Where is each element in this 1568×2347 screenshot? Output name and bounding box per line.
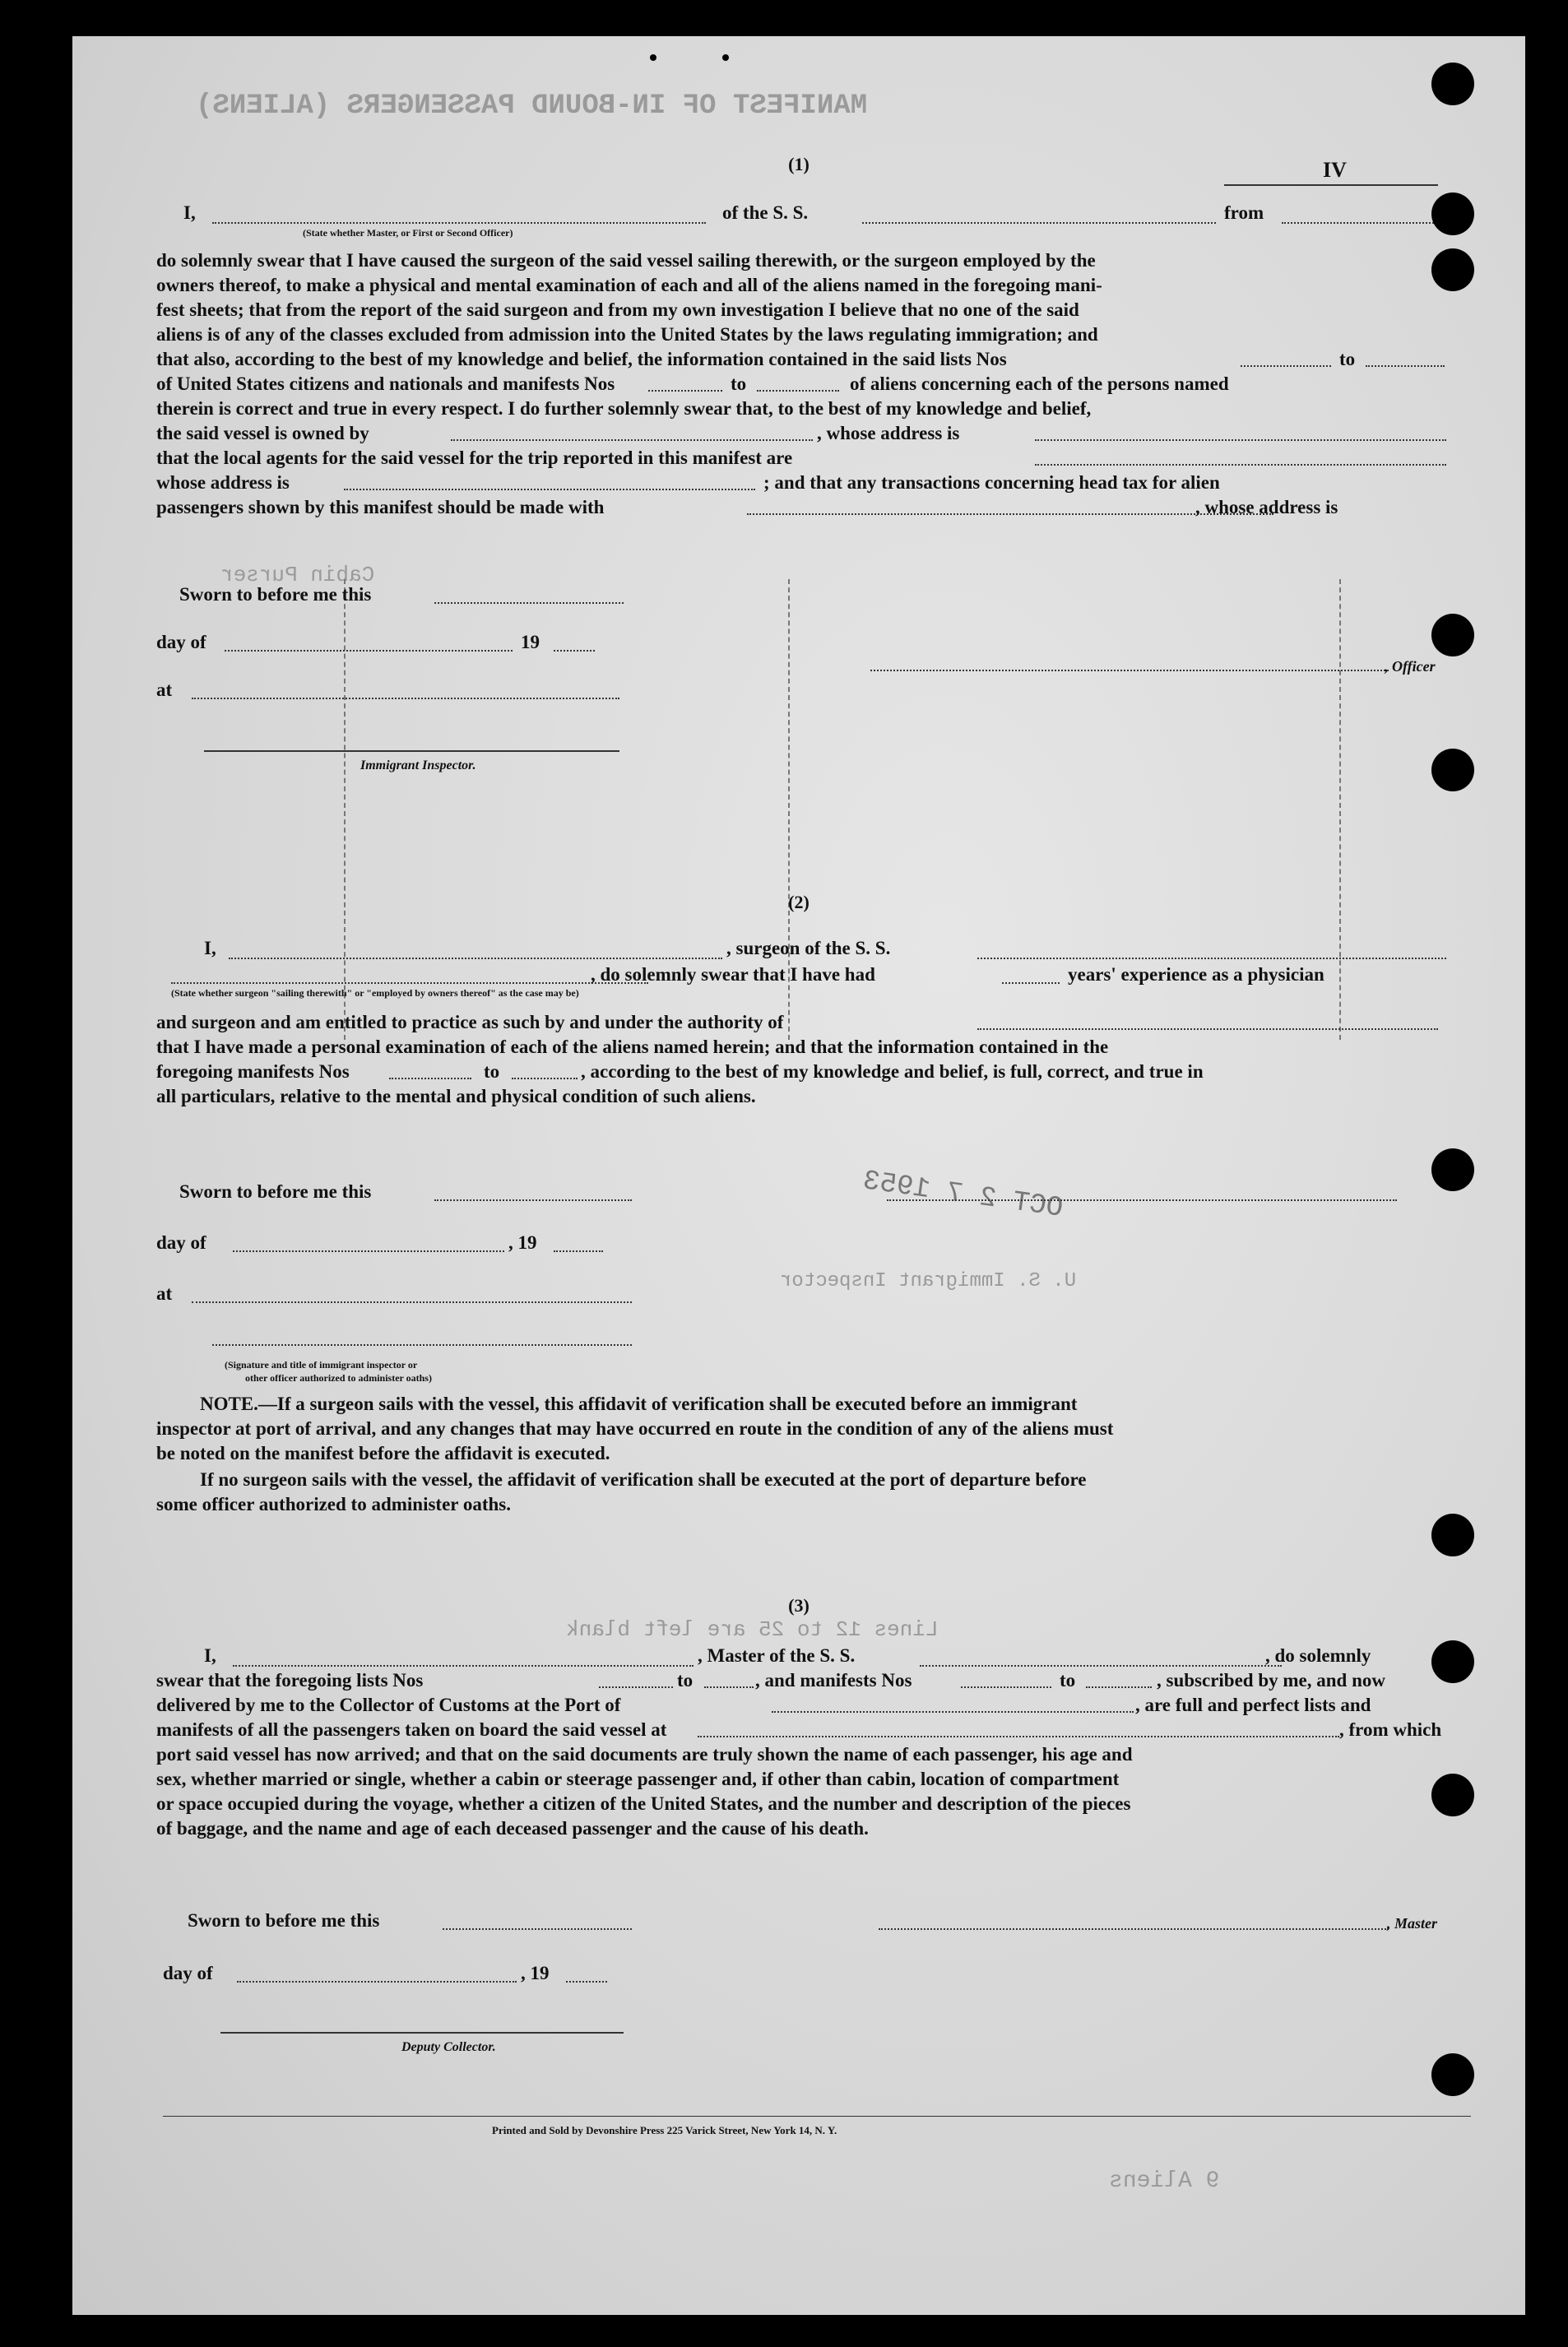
s2-at-field[interactable] (192, 1301, 632, 1303)
s3-year-label: , 19 (521, 1963, 550, 1983)
years-experience-field[interactable] (1002, 982, 1060, 984)
surgeon-signature-field[interactable] (887, 1199, 1397, 1201)
s1-para-2: owners thereof, to make a physical and mental examination of each and all of the aliens named in the foregoing mani- (156, 275, 1102, 295)
head-tax-agent-field[interactable] (747, 513, 1273, 515)
s2-sworn-label: Sworn to before me this (179, 1181, 372, 1202)
s1-para-1: do solemnly swear that I have caused the surgeon of the said vessel sailing therewith, or the surgeon employed by the (156, 250, 1096, 271)
lists-to-field[interactable] (1366, 365, 1445, 367)
ship-name-field[interactable] (862, 222, 1216, 224)
s1-para-8b: , whose address is (817, 423, 960, 443)
s3-line-1a: I, (204, 1645, 216, 1666)
s2-para-5b: to (484, 1061, 500, 1082)
s1-day-label: day of (156, 632, 206, 652)
s1-line-1a: I, (183, 202, 196, 223)
ghost-aliens-count: 9 Aliens (1109, 2168, 1220, 2194)
s1-year-field[interactable] (554, 650, 595, 652)
s3-para-5: port said vessel has now arrived; and that on the said documents are truly shown the name of each passenger, his age and (156, 1744, 1133, 1765)
ghost-lines-blank: Lines 12 to 25 are left blank (566, 1617, 939, 1642)
punch-hole (1431, 1148, 1474, 1191)
punch-hole (1431, 63, 1474, 105)
master-label: , Master (1387, 1915, 1438, 1932)
agents-address-field[interactable] (344, 489, 755, 490)
s2-para-6: all particulars, relative to the mental and physical condition of such aliens. (156, 1086, 756, 1106)
note-line-3: be noted on the manifest before the affidavit is executed. (156, 1443, 610, 1463)
manifest-page (72, 36, 1525, 2315)
s1-para-6: of United States citizens and nationals and manifests Nos (156, 373, 615, 394)
section-1-number: (1) (788, 154, 810, 174)
customs-port-field[interactable] (772, 1711, 1134, 1713)
printer-imprint: Printed and Sold by Devonshire Press 225 Varick Street, New York 14, N. Y. (492, 2124, 837, 2136)
officer-signature-field[interactable] (870, 670, 1389, 671)
s1-sworn-label: Sworn to before me this (179, 584, 372, 605)
master-signature-field[interactable] (879, 1928, 1389, 1930)
s3-day-label: day of (163, 1963, 213, 1983)
s2-manifests-to-field[interactable] (512, 1078, 578, 1079)
s1-para-11b: , whose address is (1195, 497, 1338, 517)
s3-para-2d: to (1060, 1670, 1076, 1691)
s3-year-field[interactable] (566, 1981, 607, 1983)
s1-para-11: passengers shown by this manifest should be made with (156, 497, 605, 517)
s3-sworn-label: Sworn to before me this (188, 1910, 380, 1931)
s3-para-3b: , are full and perfect lists and (1135, 1695, 1371, 1715)
lists-from-field[interactable] (1241, 365, 1331, 367)
s3-master-field[interactable] (233, 1665, 694, 1667)
s1-year-label: 19 (521, 632, 540, 652)
from-port-field[interactable] (1282, 222, 1446, 224)
footer-rule (163, 2116, 1471, 2117)
s1-para-10b: ; and that any transactions concerning head tax for alien (763, 472, 1220, 493)
ghost-inspector: U. S. Immigrant Inspector (780, 1270, 1077, 1292)
note-line-2: inspector at port of arrival, and any changes that may have occurred en route in the condition of any of the aliens must (156, 1418, 1114, 1439)
s2-line-2b: years' experience as a physician (1068, 964, 1324, 985)
s1-at-field[interactable] (192, 698, 619, 699)
punch-hole (1431, 614, 1474, 656)
s2-line-2a: , do solemnly swear that I have had (591, 964, 875, 985)
s3-para-2: swear that the foregoing lists Nos (156, 1670, 424, 1691)
surgeon-status-field[interactable] (171, 982, 648, 984)
s2-manifests-from-field[interactable] (389, 1078, 471, 1079)
punch-hole (1431, 1514, 1474, 1556)
punch-hole (1431, 749, 1474, 791)
s1-para-3: fest sheets; that from the report of the said surgeon and from my own investigation I believe that no one of the said (156, 299, 1079, 320)
ghost-column-line (344, 579, 346, 1040)
master-name-field[interactable] (212, 222, 706, 224)
manifests-from-field[interactable] (648, 390, 722, 392)
s1-para-6b: to (731, 373, 747, 394)
s3-lists-from-field[interactable] (599, 1686, 673, 1688)
inspector-caption: Immigrant Inspector. (360, 758, 476, 772)
s1-para-4: aliens is of any of the classes excluded from admission into the United States by the laws regulating immigration; and (156, 324, 1098, 345)
note-line-5: some officer authorized to administer oaths. (156, 1494, 511, 1514)
s2-at-label: at (156, 1283, 173, 1304)
owner-field[interactable] (451, 439, 813, 441)
s2-ship-field[interactable] (977, 958, 1446, 959)
s1-sworn-field[interactable] (434, 602, 624, 604)
s1-line-1c: from (1224, 202, 1264, 223)
local-agents-field[interactable] (1035, 464, 1446, 466)
s1-para-7: therein is correct and true in every respect. I do further solemnly swear that, to the best of my knowledge and belief, (156, 398, 1092, 419)
departure-port-field[interactable] (698, 1736, 1339, 1737)
s1-caption: (State whether Master, or First or Second Officer) (303, 227, 513, 239)
s2-para-4: that I have made a personal examination of each of the aliens named herein; and that the information contained in the (156, 1037, 1109, 1057)
s2-day-label: day of (156, 1232, 206, 1253)
section-3-number: (3) (788, 1595, 810, 1616)
s3-para-2c: , and manifests Nos (755, 1670, 912, 1691)
s1-para-6c: of aliens concerning each of the persons named (850, 373, 1229, 394)
ghost-header-1: MANIFEST OF IN-BOUND PASSENGERS (ALIENS) (196, 90, 868, 122)
s2-line-1b: , surgeon of the S. S. (726, 938, 891, 958)
officer-label: , Officer (1385, 658, 1436, 675)
manifests-to-field[interactable] (757, 390, 839, 392)
s1-day-field[interactable] (225, 650, 513, 652)
s2-year-label: , 19 (508, 1232, 537, 1253)
owner-address-field[interactable] (1035, 439, 1446, 441)
punch-hole (1431, 2053, 1474, 2096)
s3-line-1b: , Master of the S. S. (698, 1645, 856, 1666)
note-line-4: If no surgeon sails with the vessel, the affidavit of verification shall be executed at the port of departure before (200, 1469, 1087, 1490)
s3-para-2e: , subscribed by me, and now (1157, 1670, 1385, 1691)
s2-day-field[interactable] (233, 1250, 504, 1252)
s3-manifests-to-field[interactable] (1086, 1686, 1152, 1688)
note-line-1: NOTE.—If a surgeon sails with the vessel, this affidavit of verification shall be executed before an immigrant (200, 1394, 1078, 1414)
ghost-column-line (1339, 579, 1341, 1040)
s2-para-5: foregoing manifests Nos (156, 1061, 350, 1082)
s2-sig-caption-1: (Signature and title of immigrant inspector or (225, 1359, 418, 1371)
collector-signature-line[interactable] (220, 2032, 624, 2034)
s3-para-4b: , from which (1339, 1719, 1442, 1740)
inspector-signature-line[interactable] (204, 750, 619, 752)
s3-manifests-from-field[interactable] (961, 1686, 1051, 1688)
s3-para-8: of baggage, and the name and age of each deceased passenger and the cause of his death. (156, 1818, 869, 1839)
punch-hole (1431, 1640, 1474, 1683)
s1-para-9: that the local agents for the said vessel for the trip reported in this manifest are (156, 448, 793, 468)
ghost-date-stamp: OCT 2 7 1953 (861, 1166, 1065, 1225)
s3-para-4: manifests of all the passengers taken on board the said vessel at (156, 1719, 667, 1740)
punch-hole (1431, 1774, 1474, 1816)
s3-para-6: sex, whether married or single, whether a cabin or steerage passenger and, if other than cabin, location of compartment (156, 1769, 1120, 1789)
s2-para-5c: , according to the best of my knowledge and belief, is full, correct, and true in (581, 1061, 1204, 1082)
section-2-number: (2) (788, 892, 810, 912)
form-code: IV (1323, 158, 1347, 182)
s3-line-1c: , do solemnly (1265, 1645, 1371, 1666)
surgeon-name-field[interactable] (229, 958, 722, 959)
s1-para-8: the said vessel is owned by (156, 423, 369, 443)
s2-year-field[interactable] (554, 1250, 603, 1252)
s2-sworn-field[interactable] (434, 1199, 632, 1201)
s3-para-2b: to (677, 1670, 694, 1691)
punch-hole (1431, 248, 1474, 291)
s1-para-5b: to (1339, 349, 1356, 369)
s2-para-3: and surgeon and am entitled to practice as such by and under the authority of (156, 1012, 784, 1032)
ghost-cabin-purser: Cabin Purser (220, 563, 375, 587)
punch-hole (1431, 192, 1474, 235)
s3-ship-field[interactable] (920, 1665, 1282, 1667)
s3-para-7: or space occupied during the voyage, whether a citizen of the United States, and the number and description of the pieces (156, 1793, 1131, 1814)
s1-line-1b: of the S. S. (722, 202, 809, 223)
collector-caption: Deputy Collector. (401, 2040, 496, 2054)
s3-lists-to-field[interactable] (704, 1686, 754, 1688)
s2-sig-caption-2: other officer authorized to administer oaths) (245, 1372, 432, 1384)
s1-para-10: whose address is (156, 472, 290, 493)
speck (650, 54, 656, 61)
s3-sworn-field[interactable] (443, 1928, 632, 1930)
s3-day-field[interactable] (237, 1981, 517, 1983)
s2-caption: (State whether surgeon "sailing therewith" or "employed by owners thereof" as the case may be) (171, 987, 579, 999)
code-underline (1224, 184, 1438, 186)
s1-para-5: that also, according to the best of my knowledge and belief, the information contained in the said lists Nos (156, 349, 1007, 369)
s1-at-label: at (156, 680, 173, 700)
s2-line-1a: I, (204, 938, 216, 958)
speck (722, 54, 729, 61)
s3-para-3: delivered by me to the Collector of Customs at the Port of (156, 1695, 621, 1715)
authority-field[interactable] (977, 1028, 1438, 1030)
s2-signature-field[interactable] (212, 1344, 632, 1346)
